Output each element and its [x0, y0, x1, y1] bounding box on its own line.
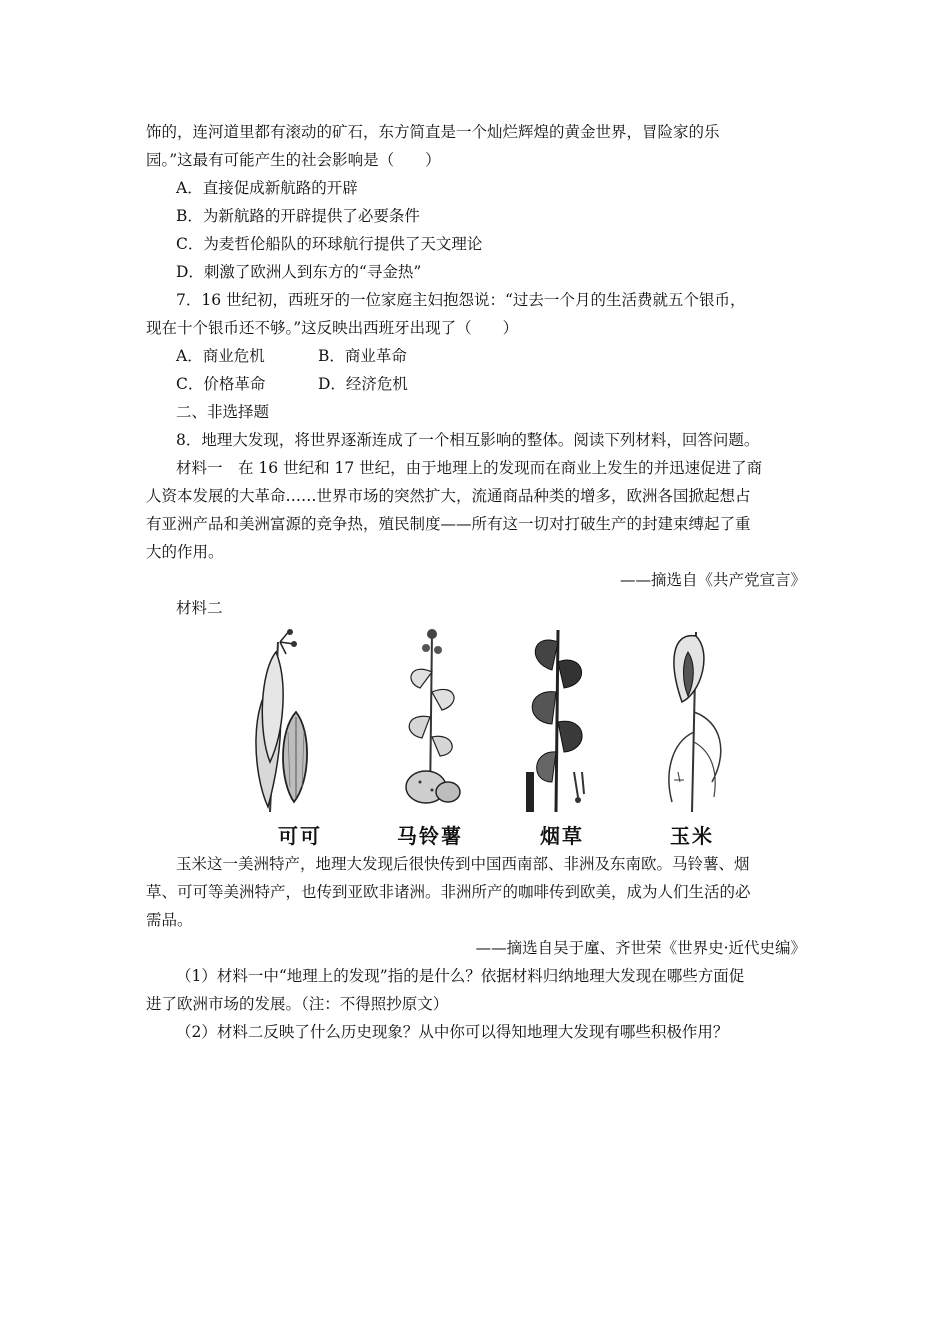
- q6-option-c: C．为麦哲伦船队的环球航行提供了天文理论: [176, 235, 483, 253]
- question-7: [146, 286, 806, 426]
- material1-line: 人资本发展的大革命……世界市场的突然扩大，流通商品种类的增多，欧洲各国掀起想占: [146, 487, 751, 505]
- sub-question-1: 进了欧洲市场的发展。（注：不得照抄原文）: [146, 995, 449, 1013]
- cocoa-illustration: [250, 622, 350, 817]
- q8-intro: 8．地理大发现，将世界逐渐连成了一个相互影响的整体。阅读下列材料，回答问题。: [176, 431, 760, 449]
- material2-line: 需品。: [146, 911, 193, 929]
- material1-source: ——摘选自《共产党宣言》: [619, 571, 806, 589]
- q6-text-line: 饰的，连河道里都有滚动的矿石，东方简直是一个灿烂辉煌的黄金世界，冒险家的乐: [146, 123, 720, 141]
- potato-illustration: [380, 622, 480, 817]
- material2-source: ——摘选自吴于廑、齐世荣《世界史·近代史编》: [475, 939, 806, 957]
- section-heading: 二、非选择题: [176, 403, 270, 421]
- q6-option-a: A．直接促成新航路的开辟: [176, 179, 358, 197]
- plant-label-potato: 马铃薯: [397, 824, 463, 848]
- q6-option-b: B．为新航路的开辟提供了必要条件: [176, 207, 420, 225]
- q7-option-d: D．经济危机: [318, 375, 408, 393]
- material2-line: 玉米这一美洲特产，地理大发现后很快传到中国西南部、非洲及东南欧。马铃薯、烟: [176, 855, 750, 873]
- q7-option-c: C．价格革命: [176, 375, 266, 393]
- q6-option-d: D．刺激了欧洲人到东方的“寻金热”: [176, 263, 422, 281]
- question-8: [146, 426, 806, 622]
- plant-label-cocoa: 可可: [278, 824, 322, 848]
- q7-text-line: 现在十个银币还不够。”这反映出西班牙出现了（ ）: [146, 319, 519, 337]
- plant-label-tobacco: 烟草: [540, 824, 584, 848]
- q6-text-line: 园。”这最有可能产生的社会影响是（ ）: [146, 151, 441, 169]
- material2-line: 草、可可等美洲特产，也传到亚欧非诸洲。非洲所产的咖啡传到欧美，成为人们生活的必: [146, 883, 751, 901]
- material1-line: 材料一 在 16 世纪和 17 世纪，由于地理上的发现而在商业上发生的并迅速促进了商: [176, 459, 763, 477]
- question-8-continued: [146, 850, 806, 1046]
- plants-figure: [250, 622, 770, 852]
- q7-option-b: B．商业革命: [318, 347, 407, 365]
- tobacco-illustration: [512, 622, 612, 817]
- material1-line: 有亚洲产品和美洲富源的竞争热，殖民制度——所有这一切对打破生产的封建束缚起了重: [146, 515, 751, 533]
- material1-line: 大的作用。: [146, 543, 224, 561]
- corn-illustration: [642, 622, 742, 817]
- question-6: [146, 118, 806, 286]
- q7-options-row-2: [146, 370, 806, 398]
- plant-label-corn: 玉米: [670, 824, 714, 848]
- sub-question-2: （2）材料二反映了什么历史现象？从中你可以得知地理大发现有哪些积极作用？: [176, 1023, 729, 1041]
- sub-question-1: （1）材料一中“地理上的发现”指的是什么？依据材料归纳地理大发现在哪些方面促: [176, 967, 745, 985]
- q7-text-line: 7．16 世纪初，西班牙的一位家庭主妇抱怨说：“过去一个月的生活费就五个银币，: [176, 291, 746, 309]
- q7-options-row-1: [146, 342, 806, 370]
- material2-label: 材料二: [176, 599, 223, 617]
- q7-option-a: A．商业危机: [176, 347, 265, 365]
